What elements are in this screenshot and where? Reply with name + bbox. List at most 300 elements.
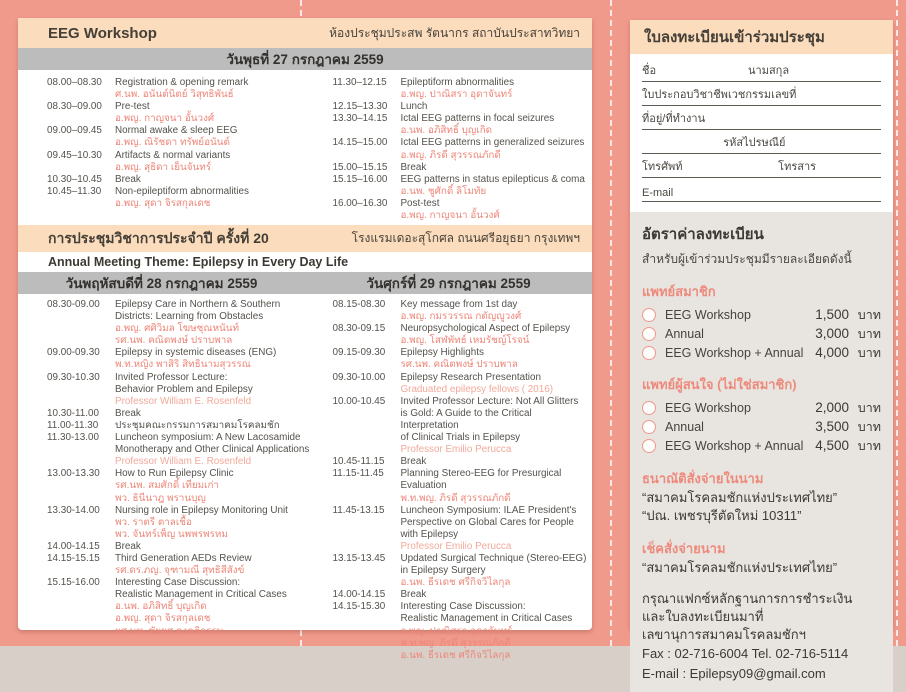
time-label: 09.45–10.30 [47,149,102,161]
schedule-row [47,384,312,396]
schedule-row [47,77,312,89]
time-label: 16.00–16.30 [332,197,388,209]
session-title: Pre-test [115,101,150,113]
annual-title: การประชุมวิชาการประจำปี ครั้งที่ 20 [48,229,269,246]
rate-option-label: EEG Workshop [665,307,751,322]
speaker-name: อ.พญ. ภิรดี สุวรรณภักดี [400,149,501,161]
time-label: 15.00–15.15 [332,161,388,173]
schedule-row [47,541,312,553]
schedule-row [332,589,588,601]
time-label: 09.30-10.30 [47,371,100,383]
session-title: Lunch [400,101,428,113]
schedule-row [47,613,312,625]
rate-option-row[interactable] [642,324,881,343]
schedule-row [47,456,312,468]
radio-button-icon[interactable] [642,327,656,341]
time-label [332,517,400,529]
schedule-row [332,577,588,589]
time-label [332,311,400,323]
session-title: Invited Professor Lecture: [115,371,228,383]
time-label: 08.15-08.30 [332,299,386,310]
speaker-name: อ.นพ. ธีรเดช ศรีกิจวิไลกุล [400,577,511,589]
schedule-row [332,174,588,186]
rate-option-price: 4,000 [815,345,849,360]
time-label [47,565,115,577]
schedule-row [47,299,312,311]
speaker-name: อ.พญ. ณิรัชดา ทรัพย์อนันต์ [115,137,230,149]
rate-option-label: EEG Workshop + Annual [665,438,804,453]
time-label [332,359,400,371]
session-title: Epilepsy Highlights [400,347,484,359]
rate-option-row[interactable] [642,305,881,324]
time-label: 13.30-14.00 [47,504,100,516]
schedule-row [47,113,312,125]
speaker-name: Graduated epilepsy fellows ( 2016) [400,383,554,395]
time-label [47,162,115,174]
session-title: Break [400,456,427,468]
rate-option-price: 2,000 [815,400,849,415]
fax-label: โทรสาร [778,161,817,173]
rate-group-label: แพทย์ผู้สนใจ (ไม่ใช่สมาชิก) [642,377,797,392]
schedule-row [47,198,312,210]
time-label [47,396,115,408]
time-label [332,577,400,589]
speaker-name: รศ.นพ. สมศักดิ์ เทียมเก่า [115,480,220,492]
workshop-title: EEG Workshop [48,24,157,42]
session-title: Planning Stereo-EEG for Presurgical [400,468,562,480]
session-title: Non-epileptiform abnormalities [115,185,249,197]
rate-option-price: 4,500 [815,438,849,453]
rate-option-label: EEG Workshop [665,400,751,415]
time-label: 11.45-13.15 [332,504,385,516]
schedule-row [47,396,312,408]
session-title: Districts: Learning from Obstacles [115,311,264,323]
time-label [47,613,115,625]
schedule-row [332,613,588,625]
schedule-row [47,565,312,577]
session-title: with Epilepsy [400,528,459,540]
session-title: Nursing role in Epilepsy Monitoring Unit [115,504,288,516]
schedule-row [332,162,588,174]
time-label: 08.30–09.00 [47,101,102,113]
workshop-date-bar [18,48,592,70]
time-label: 09.00-09.30 [47,347,100,359]
schedule-row [47,493,312,505]
rate-option-unit: บาท [857,419,881,434]
time-label [332,613,400,625]
postal-code-label: รหัสไปรษณีย์ [723,137,786,149]
postal-code-field[interactable] [642,130,881,154]
annual-schedule [18,294,592,662]
speaker-name: อ.พญ. ศศิวิมล โฆษชุณหนันท์ [115,323,239,335]
session-title: in Epilepsy Surgery [400,565,486,577]
time-label [47,198,115,210]
session-title: Epilepsy in systemic diseases (ENG) [115,347,277,359]
workshop-header-bar [18,18,592,48]
workshop-venue: ห้องประชุมประสพ รัตนากร สถาบันประสาทวิทยา [329,25,580,40]
annual-dates-bar [18,272,592,294]
session-title: Epileptiform abnormalities [400,77,515,88]
workshop-schedule-afternoon-column [316,77,592,225]
session-title: Ictal EEG patterns in focal seizures [400,113,555,125]
fold-line [896,0,898,646]
speaker-name: รศ.นพ. คณิตพงษ์ ปราบพาล [400,359,518,371]
rate-option-row[interactable] [642,436,881,455]
rate-option-price: 3,500 [815,419,849,434]
session-title: Monotherapy and Other Clinical Applications [115,444,310,456]
rate-groups [642,281,881,455]
rate-option-row[interactable] [642,417,881,436]
time-label [332,493,400,505]
schedule-row [332,456,588,468]
session-title: Epilepsy Research Presentation [400,371,541,383]
schedule-row [332,89,588,101]
session-title: Normal awake & sleep EEG [115,125,238,137]
time-label [332,210,400,222]
time-label [47,89,115,101]
schedule-row [47,529,312,541]
rate-option-row[interactable] [642,398,881,417]
session-title: Epilepsy Care in Northern & Southern [115,299,281,310]
time-label [332,384,400,396]
time-label [47,480,115,492]
license-label: ใบประกอบวิชาชีพเวชกรรมเลขที่ [642,89,797,101]
last-name-label: นามสกุล [748,65,790,77]
time-label: 08.30-09.00 [47,299,100,310]
time-label: 11.30–12.15 [332,77,387,88]
session-title: Interesting Case Discussion: [115,577,241,589]
schedule-row [332,323,588,335]
time-label [47,335,115,347]
time-label: 13.30–14.15 [332,113,388,125]
speaker-name: อ.พญ. ปาณิสรา อุดาจันทร์ [400,89,513,101]
schedule-row [332,517,588,529]
time-label: 14.00-14.15 [47,540,100,552]
phone-fax-field[interactable] [642,154,881,178]
radio-button-icon[interactable] [642,420,656,434]
time-label: 14.00-14.15 [332,589,386,601]
submission-note [642,590,881,644]
time-label: 10.45-11.15 [332,456,385,468]
schedule-row [332,541,588,553]
schedule-row [332,408,588,432]
schedule-row [332,493,588,505]
schedule-row [332,396,588,408]
schedule-row [47,101,312,113]
speaker-name: อ.พญ. สุดา จิรสกุลเดช [115,613,211,625]
name-field[interactable] [642,58,881,82]
money-order-payee: “สมาคมโรคลมชักแห่งประเทศไทย” [642,490,838,505]
schedule-row [47,137,312,149]
schedule-row [47,89,312,101]
money-order-heading: ธนาณัติสั่งจ่ายในนาม [642,471,764,486]
session-title: EEG patterns in status epilepticus & coma [400,173,585,185]
rates-panel [630,212,893,692]
schedule-row [332,125,588,137]
session-title: Break [115,407,141,419]
session-title: Ictal EEG patterns in generalized seizures [400,137,585,149]
speaker-name: Professor William E. Rosenfeld [115,395,252,407]
schedule-row [332,444,588,456]
rates-subheading: สำหรับผู้เข้าร่วมประชุมมีรายละเอียดดังนี้ [642,252,852,266]
note-line-3: เลขานุการสมาคมโรคลมชักฯ [642,627,806,642]
schedule-row [332,553,588,565]
schedule-row [47,162,312,174]
first-name-label: ชื่อ [642,65,657,77]
address-field[interactable] [642,106,881,130]
annual-header-bar [18,225,592,252]
cheque-heading: เช็คสั่งจ่ายนาม [642,541,726,556]
session-title: Neuropsychological Aspect of Epilepsy [400,323,571,335]
rate-option-label: EEG Workshop + Annual [665,345,804,360]
speaker-name: อ.นพ. อภิสิทธิ์ บุญเกิด [400,125,493,137]
rate-option-row[interactable] [642,343,881,362]
time-label [332,565,400,577]
time-label [332,408,400,432]
schedule-row [47,408,312,420]
speaker-name: อ.พญ. กมรวรรณ กตัญญูวงศ์ [400,311,522,323]
session-title: Evaluation [400,480,447,492]
time-label: 09.15-09.30 [332,347,386,359]
speaker-name: อ.พญ. สุดา จิรสกุลเดช [115,197,211,209]
speaker-name: อ.พญ. กาญจนา อั้นวงศ์ [400,210,500,222]
time-label [332,480,400,492]
time-label: 15.15-16.00 [47,577,100,589]
rate-option-label: Annual [665,419,704,434]
session-title: Break [400,589,427,601]
annual-day2-column [316,299,592,662]
annual-day2-date: วันศุกร์ที่ 29 กรกฎาคม 2559 [366,276,531,291]
time-label: 08.30-09.15 [332,323,386,335]
speaker-name: อ.นพ. ธีรเดช ศรีกิจวิไลกุล [400,649,511,661]
annual-day1-column [18,299,316,662]
schedule-row [332,384,588,396]
schedule-row [332,565,588,577]
time-label [332,335,400,347]
session-title: Interesting Case Discussion: [400,601,526,613]
note-line-2: และใบลงทะเบียนมาที่ [642,609,764,624]
schedule-row [47,553,312,565]
time-label [47,517,115,529]
time-label [332,432,400,444]
time-label: 11.30-13.00 [47,432,99,444]
schedule-row [332,626,588,638]
radio-button-icon[interactable] [642,401,656,415]
schedule-row [47,372,312,384]
time-label: 12.15–13.30 [332,101,388,113]
schedule-row [332,198,588,210]
schedule-row [332,186,588,198]
session-title: Registration & opening remark [115,77,249,88]
time-label [47,384,115,396]
schedule-row [332,101,588,113]
license-field[interactable] [642,82,881,106]
rate-option-unit: บาท [857,326,881,341]
note-line-1: กรุณาแฟกซ์หลักฐานการการชำระเงิน [642,591,853,606]
time-label: 08.00–08.30 [47,77,102,88]
annual-day1-date: วันพฤหัสบดีที่ 28 กรกฎาคม 2559 [65,276,258,291]
rate-option-unit: บาท [857,400,881,415]
rate-option-unit: บาท [857,438,881,453]
schedule-row [332,150,588,162]
time-label: 10.45–11.30 [47,185,102,197]
fax-contact: Fax : 02-716-6004 Tel. 02-716-5114 [642,646,849,661]
rate-group-label: แพทย์สมาชิก [642,284,716,299]
schedule-row [47,359,312,371]
rate-option-unit: บาท [857,345,881,360]
time-label: 10.30–10.45 [47,173,102,185]
time-label: 09.00–09.45 [47,125,102,137]
schedule-row [47,468,312,480]
time-label [47,323,115,335]
schedule-row [332,650,588,662]
schedule-row [47,311,312,323]
time-label [47,626,115,638]
workshop-date: วันพุธที่ 27 กรกฎาคม 2559 [226,52,384,67]
speaker-name: อ.พญ. ปาณิสรา อุดาจันทร์ [400,625,513,637]
time-label: 14.15-15.30 [332,601,386,613]
time-label [47,529,115,541]
schedule-row [47,420,312,432]
annual-venue: โรงแรมเดอะสุโกศล ถนนศรีอยุธยา กรุงเทพฯ [351,231,580,245]
session-title: Realistic Management in Critical Cases [400,613,573,625]
schedule-row [332,210,588,222]
speaker-name: พว. ธินีนาฎ พรานบุญ [115,492,206,504]
time-label [332,150,400,162]
speaker-name: อ.นพ. อภิสิทธิ์ บุญเกิด [115,601,207,613]
speaker-name: Professor William E. Rosenfeld [115,456,252,468]
workshop-schedule [18,70,592,225]
schedule-row [47,505,312,517]
schedule-row [332,468,588,480]
radio-button-icon[interactable] [642,346,656,360]
rate-option-unit: บาท [857,307,881,322]
schedule-row [332,347,588,359]
time-label: 11.00-11.30 [47,419,99,431]
time-label: 10.00-10.45 [332,395,386,407]
time-label: 15.15–16.00 [332,173,388,185]
schedule-row [332,601,588,613]
time-label [332,626,400,638]
radio-button-icon[interactable] [642,308,656,322]
time-label [47,493,115,505]
schedule-row [332,480,588,492]
annual-theme: Annual Meeting Theme: Epilepsy in Every Day Life [48,255,349,269]
time-label: 09.30-10.00 [332,371,386,383]
speaker-name: พ.ท.หญิง พาสิริ สิทธินามสุวรรณ [115,359,251,371]
schedule-row [332,505,588,517]
time-label [47,456,115,468]
time-label [332,638,400,650]
speaker-name: พว. ราตรี ตาลเชื้อ [115,516,192,528]
time-label: 10.30-11.00 [47,407,99,419]
schedule-row [47,444,312,456]
session-title: Break [115,173,141,185]
radio-button-icon[interactable] [642,439,656,453]
session-title: Updated Surgical Technique (Stereo-EEG) [400,552,587,564]
schedule-row [47,186,312,198]
rates-heading: อัตราค่าลงทะเบียน [642,226,764,243]
speaker-name: อ.นพ. ชูศักดิ์ ลิโมทัย [400,185,487,197]
time-label: 11.15-11.45 [332,468,384,480]
registration-title: ใบลงทะเบียนเข้าร่วมประชุม [644,29,825,46]
time-label [47,601,115,613]
speaker-name: พว. จันทร์เพ็ญ นพพรพรหม [115,528,228,540]
session-title: Third Generation AEDs Review [115,552,252,564]
registration-header-bar [630,20,893,54]
time-label [332,541,400,553]
time-label: 13.15-13.45 [332,552,386,564]
money-order-postbox: “ปณ. เพชรบุรีตัดใหม่ 10311” [642,508,802,523]
cheque-payee: “สมาคมโรคลมชักแห่งประเทศไทย” [642,560,838,575]
program-card [18,18,592,661]
speaker-name: Professor Emilio Perucca [400,540,512,552]
speaker-name: รศ.ดร.ภญ. จุฑามณี สุทธิสีสังข์ [115,565,245,577]
email-label: E-mail [642,187,674,199]
time-label [47,113,115,125]
time-label [332,89,400,101]
schedule-row [332,311,588,323]
schedule-row [47,125,312,137]
session-title: of Clinical Trials in Epilepsy [400,432,521,444]
session-title: is Gold: A Guide to the Critical Interpretation [400,407,532,431]
time-label [332,125,400,137]
time-label: 13.00-13.30 [47,468,100,480]
email-contact: E-mail : Epilepsy09@gmail.com [642,666,826,681]
rate-option-label: Annual [665,326,704,341]
time-label [47,444,115,456]
schedule-row [332,137,588,149]
time-label [47,137,115,149]
rate-option-price: 3,000 [815,326,849,341]
session-title: Realistic Management in Critical Cases [115,589,287,601]
time-label [47,311,115,323]
time-label: 14.15–15.00 [332,137,388,149]
session-title: Key message from 1st day [400,299,518,310]
speaker-name: อ.พญ. กาญจนา อั้นวงศ์ [115,113,215,125]
speaker-name: ผศ.นพ. ชัยยศ คงคติธรรม [115,625,224,637]
time-label: 14.15-15.15 [47,552,100,564]
email-field[interactable] [642,178,881,202]
session-title: Artifacts & normal variants [115,149,231,161]
schedule-row [332,529,588,541]
schedule-row [332,335,588,347]
time-label [332,650,400,662]
schedule-row [332,299,588,311]
time-label [47,589,115,601]
registration-card [630,20,893,681]
schedule-row [47,601,312,613]
phone-label: โทรศัพท์ [642,161,683,173]
schedule-row [47,347,312,359]
speaker-name: พ.ท.พญ. ภิรดี สุวรรณภักดี [400,637,511,649]
schedule-row [47,323,312,335]
session-title: ประชุมคณะกรรมการสมาคมโรคลมชัก [115,419,280,431]
workshop-schedule-morning-column [18,77,316,225]
session-title: Perspective on Global Cares for People [400,516,574,528]
session-title: Break [115,540,141,552]
time-label [332,186,400,198]
session-title: Behavior Problem and Epilepsy [115,383,253,395]
speaker-name: พ.ท.พญ. ภิรดี สุวรรณภักดี [400,492,511,504]
schedule-row [47,480,312,492]
schedule-row [332,77,588,89]
schedule-row [332,113,588,125]
session-title: Post-test [400,197,440,209]
speaker-name: ศ.นพ. อนันต์นิตย์ วิสุทธิพันธ์ [115,89,234,101]
speaker-name: อ.พญ. สุธิดา เย็นจันทร์ [115,161,212,173]
registration-form [630,54,893,212]
